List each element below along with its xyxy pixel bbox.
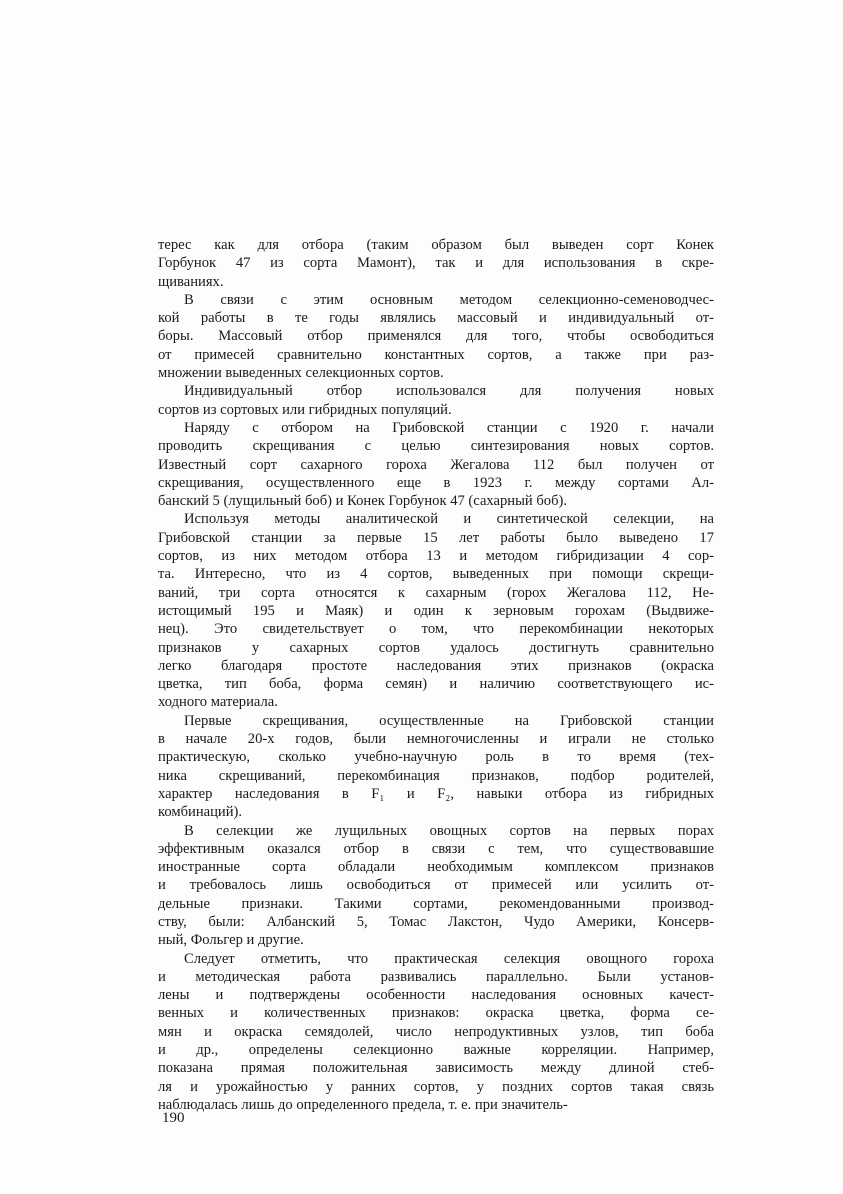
text-line: характер наследования в F₁ и F₂, навыки отбора из гибридных <box>158 785 714 802</box>
text-line: венных и количественных признаков: окраска цветка, форма се- <box>158 1005 714 1022</box>
text-line: ный, Фольгер и другие. <box>158 932 304 949</box>
text-line: нец). Это свидетельствует о том, что перекомбинации некоторых <box>158 621 714 638</box>
text-line: Известный сорт сахарного гороха Жегалова 112 был получен от <box>158 456 714 473</box>
text-line: В селекции же лущильных овощных сортов на первых порах <box>184 822 714 839</box>
paragraph <box>158 236 714 291</box>
text-line: цветка, тип боба, форма семян) и наличию соответствующего ис- <box>158 676 714 693</box>
text-line: ля и урожайностью у ранних сортов, у поздних сортов такая связь <box>158 1078 714 1095</box>
text-line: скрещивания, осуществленного еще в 1923 г. между сортами Ал- <box>158 474 714 491</box>
text-line: В связи с этим основным методом селекционно-семеноводчес- <box>184 291 714 308</box>
text-line: Используя методы аналитической и синтетической селекции, на <box>184 511 714 528</box>
paragraph <box>158 382 714 419</box>
text-line: от примесей сравнительно константных сортов, а также при раз- <box>158 346 714 363</box>
text-line: иностранные сорта обладали необходимым комплексом признаков <box>158 859 714 876</box>
text-line: и др., определены селекционно важные корреляции. Например, <box>158 1042 714 1059</box>
body-text <box>158 236 714 1114</box>
text-line: показана прямая положительная зависимость между длиной стеб- <box>158 1060 714 1077</box>
text-line: кой работы в те годы являлись массовый и индивидуальный от- <box>158 310 714 327</box>
text-line: истощимый 195 и Маяк) и один к зерновым горохам (Выдвиже- <box>158 602 714 619</box>
paragraph <box>158 419 714 510</box>
text-line: Грибовской станции за первые 15 лет работы было выведено 17 <box>158 529 714 546</box>
text-line: и требовалось лишь освободиться от примесей или усилить от- <box>158 877 714 894</box>
text-line: Наряду с отбором на Грибовской станции с 1920 г. начали <box>184 419 714 436</box>
text-line: боры. Массовый отбор применялся для того, чтобы освободиться <box>158 328 714 345</box>
text-line: легко благодаря простоте наследования этих признаков (окраска <box>158 657 714 674</box>
text-line: сортов, из них методом отбора 13 и методом гибридизации 4 сор- <box>158 548 714 565</box>
text-line: проводить скрещивания с целью синтезирования новых сортов. <box>158 438 714 455</box>
text-line: щиваниях. <box>158 273 224 290</box>
paragraph <box>158 822 714 950</box>
paragraph <box>158 712 714 822</box>
text-line: мян и окраска семядолей, число непродуктивных узлов, тип боба <box>158 1023 714 1040</box>
text-line: ству, были: Албанский 5, Томас Лакстон, Чудо Америки, Консерв- <box>158 913 714 930</box>
text-line: Горбунок 47 из сорта Мамонт), так и для использования в скре- <box>158 255 714 272</box>
text-line: терес как для отбора (таким образом был выведен сорт Конек <box>158 237 714 253</box>
text-line: сортов из сортовых или гибридных популяций. <box>158 401 452 418</box>
text-line: ника скрещиваний, перекомбинация признаков, подбор родителей, <box>158 767 714 784</box>
text-line: комбинаций). <box>158 804 243 821</box>
paragraph <box>158 510 714 711</box>
page-number: 190 <box>162 1110 185 1126</box>
text-line: банский 5 (лущильный боб) и Конек Горбунок 47 (сахарный боб). <box>158 493 568 510</box>
text-line: эффективным оказался отбор в связи с тем, что существовавшие <box>158 840 714 857</box>
paragraph <box>158 950 714 1115</box>
text-line: практическую, сколько учебно-научную роль в то время (тех- <box>158 749 714 766</box>
text-line: признаков у сахарных сортов удалось достигнуть сравнительно <box>158 639 714 656</box>
text-line: и методическая работа развивались параллельно. Были установ- <box>158 968 714 985</box>
text-line: множении выведенных селекционных сортов. <box>158 365 444 382</box>
text-line: наблюдалась лишь до определенного предела, т. е. при значитель- <box>158 1096 568 1113</box>
paragraph <box>158 291 714 382</box>
text-line: Первые скрещивания, осуществленные на Грибовской станции <box>184 712 714 729</box>
text-line: дельные признаки. Такими сортами, рекомендованными производ- <box>158 895 714 912</box>
text-line: та. Интересно, что из 4 сортов, выведенных при помощи скрещи- <box>158 566 714 583</box>
text-line: ваний, три сорта относятся к сахарным (горох Жегалова 112, Не- <box>158 584 714 601</box>
text-line: Индивидуальный отбор использовался для получения новых <box>184 383 714 400</box>
text-line: лены и подтверждены особенности наследования основных качест- <box>158 987 714 1004</box>
text-line: ходного материала. <box>158 694 278 711</box>
text-line: Следует отметить, что практическая селекция овощного гороха <box>184 950 714 967</box>
text-line: в начале 20-х годов, были немногочисленны и играли не столько <box>158 731 714 748</box>
